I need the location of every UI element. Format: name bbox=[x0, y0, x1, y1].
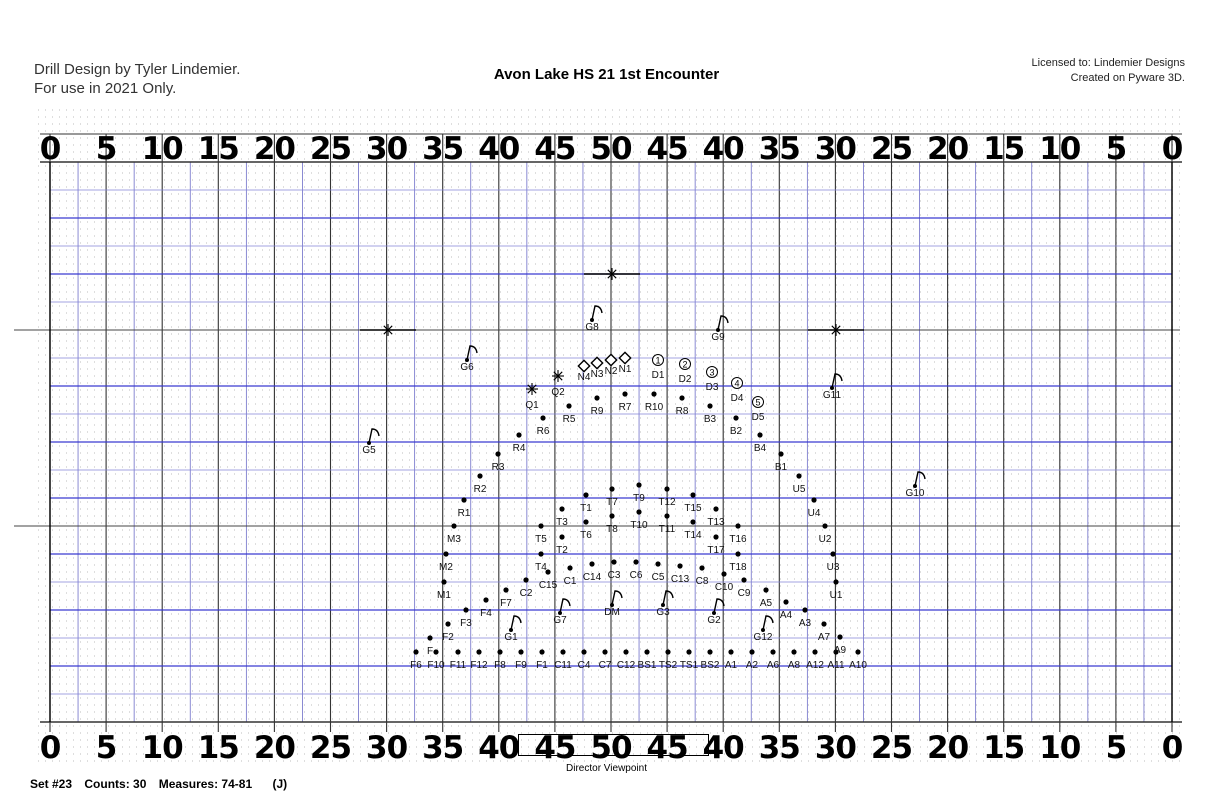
performer-label: F1 bbox=[536, 660, 548, 671]
performer-dot bbox=[633, 559, 638, 564]
performer-label: U2 bbox=[818, 534, 832, 545]
performer-dot bbox=[497, 649, 502, 654]
performer-label: F2 bbox=[442, 632, 454, 643]
performer-dot bbox=[855, 649, 860, 654]
performer-label: C11 bbox=[554, 660, 572, 671]
performer-dot bbox=[664, 513, 669, 518]
guard-flag bbox=[369, 429, 379, 443]
diamond-marker bbox=[619, 352, 630, 363]
yard-number: 45 bbox=[534, 730, 576, 766]
performer-dot bbox=[713, 534, 718, 539]
performer-dot bbox=[833, 579, 838, 584]
yard-number: 20 bbox=[253, 131, 295, 167]
yard-number: 10 bbox=[1039, 730, 1081, 766]
performer-dot bbox=[477, 473, 482, 478]
performer-label: A1 bbox=[724, 660, 738, 671]
performer-dot bbox=[796, 473, 801, 478]
guard-label: G2 bbox=[707, 615, 721, 626]
yard-number: 45 bbox=[646, 730, 688, 766]
guard-flag bbox=[560, 599, 570, 613]
performer-label: C6 bbox=[629, 570, 643, 581]
performer-label: T1 bbox=[580, 503, 592, 514]
performer-label: TS1 bbox=[679, 660, 699, 671]
performer-label: R1 bbox=[457, 508, 471, 519]
performer-label: N4 bbox=[577, 372, 591, 383]
performer-dot bbox=[757, 432, 762, 437]
performer-label: F8 bbox=[494, 660, 506, 671]
designer-line: Drill Design by Tyler Lindemier. bbox=[34, 61, 241, 78]
performer-label: N1 bbox=[618, 364, 632, 375]
performer-label: D4 bbox=[730, 393, 744, 404]
yard-number: 10 bbox=[1039, 131, 1081, 167]
performer-label: R10 bbox=[644, 402, 664, 413]
performer-label: T12 bbox=[658, 497, 676, 508]
performer-dot bbox=[583, 492, 588, 497]
performer-dot bbox=[589, 561, 594, 566]
performer-label: F4 bbox=[480, 608, 492, 619]
performer-dot bbox=[822, 523, 827, 528]
performer-dot bbox=[713, 506, 718, 511]
performer-dot bbox=[476, 649, 481, 654]
yard-number: 35 bbox=[758, 131, 800, 167]
performer-dot bbox=[622, 391, 627, 396]
performer-dot bbox=[728, 649, 733, 654]
performer-label: A11 bbox=[827, 660, 845, 671]
performer-dot bbox=[741, 577, 746, 582]
performer-label: N3 bbox=[590, 369, 604, 380]
performer-dots bbox=[362, 306, 925, 671]
performer-dot bbox=[791, 649, 796, 654]
performer-label: T17 bbox=[707, 545, 725, 556]
yard-number: 30 bbox=[814, 131, 856, 167]
performer-dot bbox=[623, 649, 628, 654]
performer-dot bbox=[690, 492, 695, 497]
performer-dot bbox=[559, 534, 564, 539]
performer-dot bbox=[611, 559, 616, 564]
performer-label: D2 bbox=[678, 374, 692, 385]
guard-flag bbox=[511, 616, 521, 630]
guard-label: G1 bbox=[504, 632, 518, 643]
performer-label: R7 bbox=[618, 402, 632, 413]
performer-dot bbox=[609, 513, 614, 518]
performer-label: U1 bbox=[829, 590, 843, 601]
performer-dot bbox=[451, 523, 456, 528]
yard-number: 25 bbox=[870, 730, 913, 766]
performer-dot bbox=[721, 571, 726, 576]
performer-label: C3 bbox=[607, 570, 621, 581]
performer-label: Q2 bbox=[551, 387, 565, 398]
performer-label: T5 bbox=[535, 534, 547, 545]
yard-number: 5 bbox=[1105, 131, 1127, 167]
performer-label: A10 bbox=[849, 660, 867, 671]
set-tag: (J) bbox=[272, 777, 288, 791]
yard-number: 20 bbox=[927, 131, 969, 167]
circled-number: 1 bbox=[655, 355, 661, 366]
yard-number: 0 bbox=[1161, 730, 1183, 766]
performer-label: T9 bbox=[633, 493, 645, 504]
performer-label: T13 bbox=[707, 517, 725, 528]
performer-dot bbox=[735, 523, 740, 528]
performer-label: F9 bbox=[515, 660, 527, 671]
performer-label: A8 bbox=[787, 660, 801, 671]
performer-dot bbox=[735, 551, 740, 556]
star-marker bbox=[526, 383, 538, 395]
yard-number: 30 bbox=[814, 730, 856, 766]
software-line: Created on Pyware 3D. bbox=[1070, 72, 1185, 84]
performer-dot bbox=[707, 649, 712, 654]
performer-dot bbox=[707, 403, 712, 408]
performer-label: C7 bbox=[598, 660, 612, 671]
set-number: Set #23 bbox=[30, 777, 73, 791]
performer-label: F12 bbox=[470, 660, 488, 671]
performer-label: T18 bbox=[729, 562, 747, 573]
guard-label: G8 bbox=[585, 322, 599, 333]
performer-dot bbox=[651, 391, 656, 396]
performer-dot bbox=[609, 486, 614, 491]
performer-dot bbox=[523, 577, 528, 582]
performer-label: U4 bbox=[807, 508, 821, 519]
yard-number: 25 bbox=[870, 131, 913, 167]
performer-dot bbox=[539, 649, 544, 654]
performer-dot bbox=[733, 415, 738, 420]
performer-label: D5 bbox=[751, 412, 765, 423]
performer-dot bbox=[811, 497, 816, 502]
guard-label: G7 bbox=[553, 615, 567, 626]
yard-number: 15 bbox=[197, 730, 239, 766]
performer-label: A9 bbox=[833, 645, 847, 656]
guard-flag bbox=[714, 599, 724, 613]
performer-label: T10 bbox=[630, 520, 648, 531]
yard-number: 50 bbox=[590, 131, 632, 167]
performer-dot bbox=[636, 509, 641, 514]
performer-label: C12 bbox=[616, 660, 636, 671]
usage-line: For use in 2021 Only. bbox=[34, 80, 177, 97]
yard-number: 25 bbox=[309, 730, 352, 766]
circled-number: 4 bbox=[734, 378, 740, 389]
performer-dot bbox=[583, 519, 588, 524]
performer-dot bbox=[518, 649, 523, 654]
yard-number: 40 bbox=[478, 730, 520, 766]
performer-dot bbox=[783, 599, 788, 604]
performer-dot bbox=[441, 579, 446, 584]
performer-label: C15 bbox=[538, 580, 558, 591]
performer-dot bbox=[655, 561, 660, 566]
performer-label: F bbox=[426, 646, 434, 657]
performer-dot bbox=[581, 649, 586, 654]
performer-label: C9 bbox=[737, 588, 751, 599]
performer-label: C14 bbox=[582, 572, 602, 583]
yard-number: 45 bbox=[646, 131, 688, 167]
yard-number: 5 bbox=[95, 131, 117, 167]
yard-number: 15 bbox=[197, 131, 239, 167]
circled-number: 5 bbox=[755, 397, 761, 408]
performer-dot bbox=[636, 482, 641, 487]
hash-star bbox=[606, 268, 618, 280]
performer-label: U3 bbox=[826, 562, 840, 573]
performer-label: R9 bbox=[590, 406, 604, 417]
performer-label: M1 bbox=[437, 590, 451, 601]
yard-number: 30 bbox=[366, 730, 408, 766]
performer-label: T7 bbox=[606, 497, 618, 508]
yard-number: 35 bbox=[422, 131, 464, 167]
performer-label: B4 bbox=[753, 443, 767, 454]
performer-label: BS1 bbox=[637, 660, 657, 671]
show-title: Avon Lake HS 21 1st Encounter bbox=[493, 66, 720, 83]
performer-label: R4 bbox=[512, 443, 526, 454]
yard-number: 10 bbox=[141, 131, 183, 167]
yard-number: 0 bbox=[1161, 131, 1183, 167]
guard-label: DM bbox=[604, 607, 620, 618]
performer-label: F10 bbox=[427, 660, 445, 671]
yard-number: 40 bbox=[478, 131, 520, 167]
yard-number: 25 bbox=[309, 131, 352, 167]
performer-dot bbox=[463, 607, 468, 612]
performer-dot bbox=[763, 587, 768, 592]
yard-number: 40 bbox=[702, 730, 744, 766]
performer-label: R6 bbox=[536, 426, 550, 437]
director-viewpoint-box bbox=[518, 734, 709, 756]
yard-number: 30 bbox=[366, 131, 408, 167]
performer-label: A4 bbox=[779, 610, 793, 621]
performer-label: TS2 bbox=[658, 660, 678, 671]
performer-dot bbox=[664, 486, 669, 491]
performer-dot bbox=[690, 519, 695, 524]
diamond-marker bbox=[591, 357, 602, 368]
director-viewpoint-label: Director Viewpoint bbox=[566, 763, 647, 774]
hash-star bbox=[382, 324, 394, 336]
circled-number: 2 bbox=[682, 359, 688, 370]
performer-label: C8 bbox=[695, 576, 709, 587]
performer-label: M3 bbox=[447, 534, 461, 545]
performer-label: T3 bbox=[556, 517, 568, 528]
performer-dot bbox=[837, 634, 842, 639]
performer-label: B1 bbox=[774, 462, 788, 473]
performer-dot bbox=[686, 649, 691, 654]
performer-label: B3 bbox=[703, 414, 717, 425]
performer-dot bbox=[433, 649, 438, 654]
performer-dot bbox=[594, 395, 599, 400]
performer-label: F3 bbox=[460, 618, 472, 629]
performer-dot bbox=[802, 607, 807, 612]
performer-dot bbox=[495, 451, 500, 456]
performer-label: C10 bbox=[714, 582, 734, 593]
performer-label: T15 bbox=[684, 503, 702, 514]
guard-flag bbox=[592, 306, 602, 320]
performer-label: T11 bbox=[658, 524, 676, 535]
performer-label: C1 bbox=[563, 576, 577, 587]
performer-label: R8 bbox=[675, 406, 689, 417]
guard-label: G6 bbox=[460, 362, 474, 373]
performer-label: T16 bbox=[729, 534, 747, 545]
diamond-marker bbox=[578, 360, 589, 371]
yard-number: 20 bbox=[253, 730, 295, 766]
performer-label: F7 bbox=[500, 598, 512, 609]
license-line: Licensed to: Lindemier Designs bbox=[1031, 57, 1185, 69]
yard-number: 35 bbox=[758, 730, 800, 766]
performer-dot bbox=[778, 451, 783, 456]
performer-label: C5 bbox=[651, 572, 665, 583]
performer-dot bbox=[538, 551, 543, 556]
performer-label: T6 bbox=[580, 530, 592, 541]
guard-label: G10 bbox=[905, 488, 925, 499]
performer-label: N2 bbox=[604, 366, 618, 377]
performer-dot bbox=[413, 649, 418, 654]
diamond-marker bbox=[605, 354, 616, 365]
performer-dot bbox=[602, 649, 607, 654]
performer-label: R5 bbox=[562, 414, 576, 425]
performer-label: T2 bbox=[556, 545, 568, 556]
performer-label: T14 bbox=[684, 530, 702, 541]
yard-number: 35 bbox=[422, 730, 464, 766]
performer-dot bbox=[812, 649, 817, 654]
performer-label: T4 bbox=[535, 562, 547, 573]
set-counts: Counts: 30 bbox=[84, 777, 147, 791]
yard-number: 0 bbox=[39, 131, 61, 167]
performer-label: C4 bbox=[577, 660, 591, 671]
performer-dot bbox=[455, 649, 460, 654]
guard-flag bbox=[612, 591, 622, 605]
performer-label: C13 bbox=[670, 574, 690, 585]
performer-label: M2 bbox=[439, 562, 453, 573]
star-marker bbox=[552, 370, 564, 382]
performer-dot bbox=[560, 649, 565, 654]
yard-number: 40 bbox=[702, 131, 744, 167]
performer-dot bbox=[538, 523, 543, 528]
yard-number: 5 bbox=[1105, 730, 1127, 766]
performer-label: C2 bbox=[519, 588, 533, 599]
circled-number: 3 bbox=[709, 367, 715, 378]
hash-star bbox=[830, 324, 842, 336]
performer-dot bbox=[559, 506, 564, 511]
performer-dot bbox=[427, 635, 432, 640]
performer-label: A12 bbox=[806, 660, 824, 671]
performer-label: A3 bbox=[798, 618, 812, 629]
performer-label: D3 bbox=[705, 382, 719, 393]
guard-label: G11 bbox=[822, 390, 842, 401]
performer-dot bbox=[503, 587, 508, 592]
performer-dot bbox=[677, 563, 682, 568]
yard-number: 10 bbox=[141, 730, 183, 766]
yard-number: 15 bbox=[983, 730, 1025, 766]
guard-label: G5 bbox=[362, 445, 376, 456]
yard-number: 50 bbox=[590, 730, 632, 766]
performer-label: A7 bbox=[817, 632, 831, 643]
performer-dot bbox=[567, 565, 572, 570]
performer-label: Q1 bbox=[525, 400, 539, 411]
yard-number: 15 bbox=[983, 131, 1025, 167]
performer-dot bbox=[665, 649, 670, 654]
performer-dot bbox=[821, 621, 826, 626]
guard-flag bbox=[763, 616, 773, 630]
performer-label: U5 bbox=[792, 484, 806, 495]
performer-dot bbox=[830, 551, 835, 556]
performer-dot bbox=[443, 551, 448, 556]
performer-label: A6 bbox=[766, 660, 780, 671]
performer-label: D1 bbox=[651, 370, 665, 381]
performer-label: A2 bbox=[745, 660, 759, 671]
guard-label: G12 bbox=[753, 632, 773, 643]
performer-dot bbox=[644, 649, 649, 654]
performer-label: R2 bbox=[473, 484, 487, 495]
performer-label: BS2 bbox=[700, 660, 720, 671]
performer-label: T8 bbox=[606, 524, 618, 535]
performer-dot bbox=[483, 597, 488, 602]
performer-dot bbox=[679, 395, 684, 400]
yard-number: 45 bbox=[534, 131, 576, 167]
set-measures: Measures: 74-81 bbox=[158, 777, 253, 791]
performer-dot bbox=[770, 649, 775, 654]
performer-dot bbox=[699, 565, 704, 570]
performer-label: A5 bbox=[759, 598, 773, 609]
set-info bbox=[30, 777, 296, 791]
performer-label: R3 bbox=[491, 462, 505, 473]
yard-number: 20 bbox=[927, 730, 969, 766]
performer-dot bbox=[749, 649, 754, 654]
performer-label: F11 bbox=[449, 660, 467, 671]
performer-label: F6 bbox=[410, 660, 422, 671]
yard-number: 0 bbox=[39, 730, 61, 766]
guard-label: G3 bbox=[656, 607, 670, 618]
performer-dot bbox=[445, 621, 450, 626]
performer-label: B2 bbox=[729, 426, 743, 437]
performer-dot bbox=[516, 432, 521, 437]
guard-label: G9 bbox=[711, 332, 725, 343]
yard-number: 5 bbox=[95, 730, 117, 766]
performer-dot bbox=[461, 497, 466, 502]
performer-dot bbox=[566, 403, 571, 408]
performer-dot bbox=[540, 415, 545, 420]
